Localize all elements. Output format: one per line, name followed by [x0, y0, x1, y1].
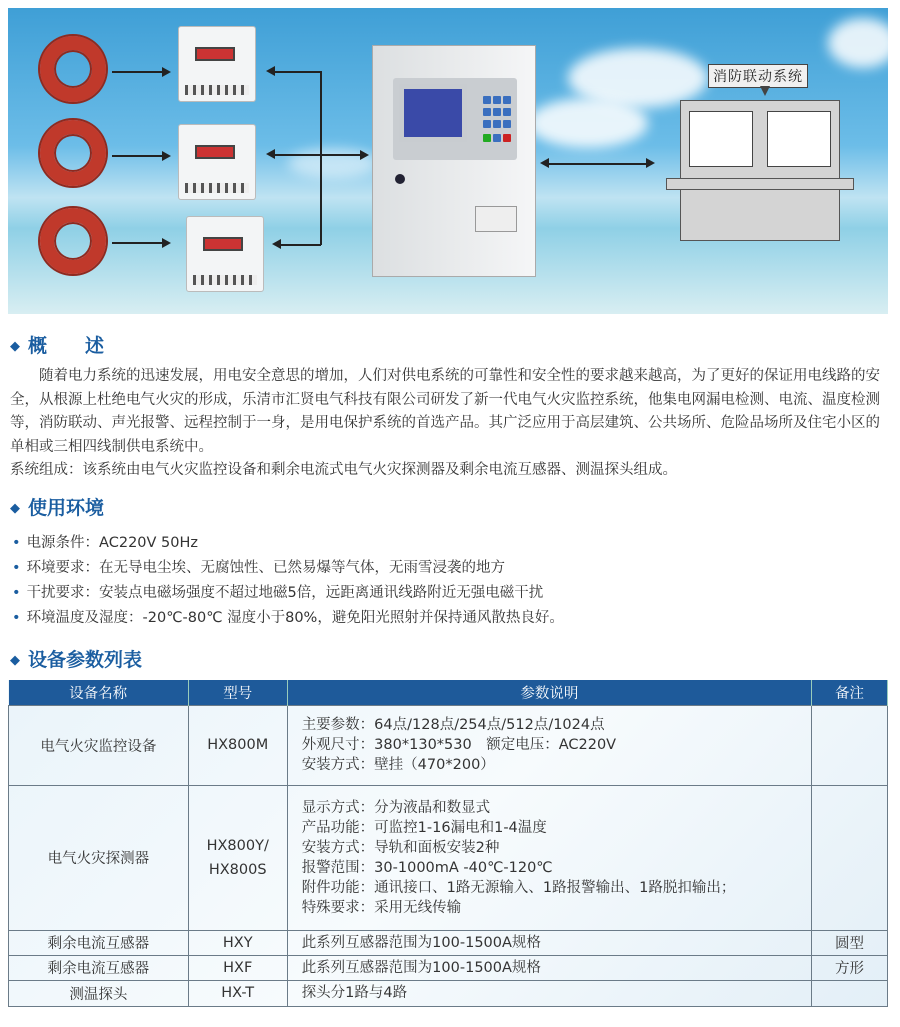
- environment-item: • 电源条件：AC220V 50Hz: [12, 535, 199, 551]
- params-table: [8, 680, 888, 1007]
- cell-model: HXY: [188, 930, 287, 955]
- fire-linkage-label: 消防联动系统: [708, 64, 808, 88]
- col-header: 参数说明: [287, 680, 811, 705]
- table-row: [9, 930, 888, 955]
- environment-title: ◆ 使用环境: [10, 497, 105, 519]
- cell-model: HXF: [188, 955, 287, 980]
- table-row: [9, 785, 888, 930]
- cell-desc: 显示方式：分为液晶和数显式 产品功能：可监控1-16漏电和1-4温度 安装方式：导轨和面板安装2种 报警范围：30-1000mA -40℃-120℃ 附件功能：通讯接口、1路无源输入、1路报警输出、1路脱扣输出； 特殊要求：采用无线传输: [287, 785, 811, 930]
- environment-item: • 环境要求：在无导电尘埃、无腐蚀性、已然易爆等气体，无雨雪浸袭的地方: [12, 560, 506, 576]
- current-transformer-ring: [40, 208, 106, 274]
- cell-name: 剩余电流互感器: [9, 930, 189, 955]
- params-title: ◆ 设备参数列表: [10, 649, 143, 671]
- fire-detector: [178, 26, 256, 102]
- cell-note: 圆型: [812, 930, 888, 955]
- fire-linkage-console: [680, 100, 840, 241]
- cell-model: HX800M: [188, 705, 287, 785]
- system-diagram: [8, 8, 888, 314]
- cell-name: 电气火灾探测器: [9, 785, 189, 930]
- cell-name: 剩余电流互感器: [9, 955, 189, 980]
- cell-name: 电气火灾监控设备: [9, 705, 189, 785]
- col-header: 备注: [812, 680, 888, 705]
- cell-note: [812, 785, 888, 930]
- overview-paragraph: 随着电力系统的迅速发展，用电安全意思的增加，人们对供电系统的可靠性和安全性的要求越来越高，为了更好的保证用电线路的安全，从根源上杜绝电气火灾的形成，乐清市汇贤电气科技有限公司研发了新一代电气火灾监控系统，他集电网漏电检测、电流、温度检测等，消防联动、声光报警、远程控制于一身，是用电保护系统的首选产品。其广泛应用于高层建筑、公共场所、危险品场所及住宅小区的单相或三相四线制供电系统中。: [10, 368, 880, 455]
- environment-item: • 干扰要求：安装点电磁场强度不超过地磁5倍，远距离通讯线路附近无强电磁干扰: [12, 585, 544, 601]
- environment-item: • 环境温度及湿度：-20℃-80℃ 湿度小于80%，避免阳光照射并保持通风散热良好。: [12, 610, 564, 626]
- cell-desc: 探头分1路与4路: [287, 980, 811, 1006]
- fire-detector: [178, 124, 256, 200]
- cell-name: 测温探头: [9, 980, 189, 1006]
- monitoring-panel: [372, 45, 536, 277]
- current-transformer-ring: [40, 120, 106, 186]
- system-composition: 系统组成：该系统由电气火灾监控设备和剩余电流式电气火灾探测器及剩余电流互感器、测温探头组成。: [10, 462, 677, 478]
- cell-note: [812, 980, 888, 1006]
- cell-note: 方形: [812, 955, 888, 980]
- table-row: [9, 980, 888, 1006]
- col-header: 型号: [188, 680, 287, 705]
- cell-desc: 此系列互感器范围为100-1500A规格: [287, 955, 811, 980]
- overview-title: ◆ 概 述: [10, 335, 105, 357]
- table-row: [9, 955, 888, 980]
- table-row: [9, 705, 888, 785]
- cell-desc: 主要参数：64点/128点/254点/512点/1024点 外观尺寸：380*130*530 额定电压：AC220V 安装方式：壁挂（470*200）: [287, 705, 811, 785]
- cell-note: [812, 705, 888, 785]
- col-header: 设备名称: [9, 680, 189, 705]
- current-transformer-ring: [40, 36, 106, 102]
- cell-model: HX800Y/ HX800S: [188, 785, 287, 930]
- fire-detector: [186, 216, 264, 292]
- cell-desc: 此系列互感器范围为100-1500A规格: [287, 930, 811, 955]
- table-header: [9, 680, 888, 705]
- cell-model: HX-T: [188, 980, 287, 1006]
